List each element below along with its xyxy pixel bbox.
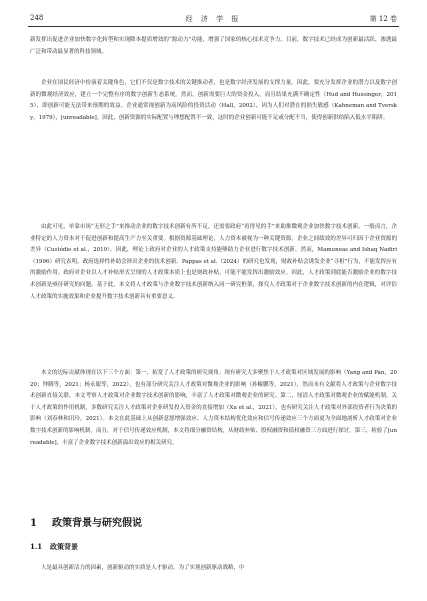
subsection-title: 政策背景	[50, 542, 78, 551]
body-paragraph-1: 新发挥出促进企业加快数字化转型和实现降本提质增效的“源动力”功能，增强了国家的核心技术竞争力。目前，数字技术已经成为创新最活跃、渗透最广泛和带动最显著的科技领域。	[30, 37, 397, 55]
body-paragraph-2: 企业在国民经济中扮演着关键角色，它们不仅是数字技术的关键推动者，也是数字经济发展的支撑力量。因此，要充分发挥企业的潜力以及数字创新的微观经济效应，建立一个完整有序的数字创新生态系统。然而，创新需要巨大的资金投入，而且结果充满不确定性（Hud and Hussinger，2015），即创新可能无法带来预期的效益。企业通常视创新为高风险的投资活动（Hall，2002），因为人们对潜在的损失敏感（Kahneman and Tversky，1979），[unreadable]。因此，创新资源的实际配置与理想配置不一致，这时的企业创新可能不足或分配不当，使得创新供给陷入低水平陷阱。	[30, 80, 397, 121]
body-paragraph-4: 本文的边际贡献体现在以下三个方面：第一，拓宽了人才政策的研究视角。现有研究大多聚焦于人才政策对区域发展的影响（Yang and Pan，2020；钟腾等，2021；杨永聪等，2022），也有部分研究关注人才政策对微观企业的影响（孙鲲鹏等，2021），然而未有文献将人才政策与企业数字技术创新直接关联。本文考察人才政策对企业数字技术创新的影响，丰富了人才政策对微观企业的研究。第二，厘清人才政策对微观企业的赋能机制。关于人才政策的作用机制，多数研究关注人才政策对企业研发投入资金的直接增加（Xu et al.，2021），也有研究关注人才政策对外部投资者行为决策的影响（刘春林和田玲，2021）。本文在此基础上从创新意愿增强效应、人力资本结构优化效应和信号传递效应三个方面更为全面地剖析人才政策对企业数字技术创新的影响机制。而且，对于信号传递效应机制，本文将细分融资结构，从财政补贴、股权融资和债权融资三方面进行探讨。第三，检验了[unreadable]，丰富了企业数字技术创新溢出效应的相关研究。	[30, 370, 397, 446]
body-paragraph-3: 由此可见，单靠市场“无形之手”来推动企业的数字技术创新有所不足，还需要政府“看得见的手”来助推微观企业加快数字技术创新。一般而言，企业特定的人力资本对于促进创新和提高生产力至关重要。根据资源基础理论，人力资本被视为一种关键资源，企业之间绩效的差异可归因于企业资源的差异（Custódio et al.，2019）。因此，理论上政府对企业的人才政策支持能够助力企业进行数字技术创新。然而，Mamuneas and Ishaq Nadiri（1996）研究表明，政府选择性补助会挤出企业的技术创新。Pappas et al.（2024）的研究也发现，财政补贴会诱发企业“寻租”行为，不能发挥应有的激励作用。政府对企业以人才补贴形式呈现的人才政策本质上也是财政补贴，可能不能发挥出激励效应。因此，人才政策到底能否激励企业的数字技术创新是亟待研究的问题。基于此，本文将人才政策与企业数字技术创新纳入同一研究框架，探究人才政策对于企业数字技术创新的内在逻辑，对评估人才政策的实施效果和企业提升数字技术创新具有重要意义。	[30, 224, 397, 300]
section-number: 1	[30, 518, 37, 529]
running-head-journal: 经 济 学 报	[185, 15, 242, 23]
body-paragraph-5: 人是最具创新活力的因素，创新驱动的实质是人才驱动。为了实现创新驱动战略，中	[41, 565, 245, 571]
subsection-heading	[30, 542, 78, 552]
page-number: 248	[30, 14, 44, 22]
section-heading	[30, 514, 142, 529]
header-rule	[28, 26, 399, 27]
subsection-number: 1.1	[30, 542, 43, 551]
running-head-issue: 第 12 卷	[369, 15, 397, 23]
section-title: 政策背景与研究假说	[52, 518, 142, 529]
